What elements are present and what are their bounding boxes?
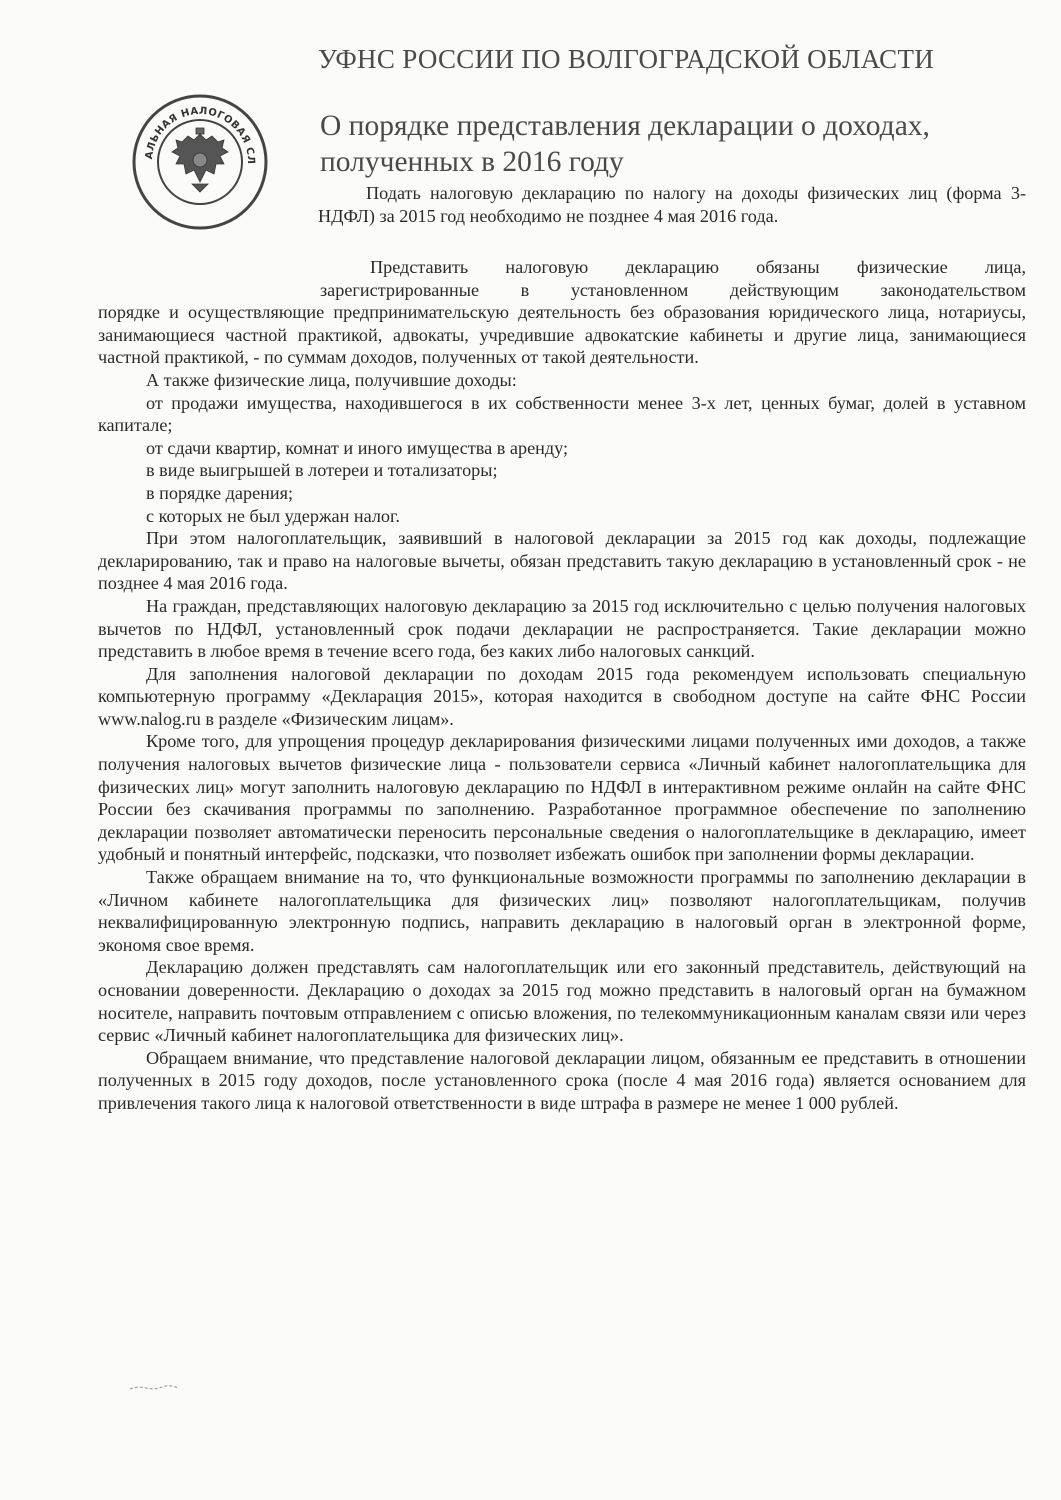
paragraph-penalty: Обращаем внимание, что представление налоговой декларации лицом, обязанным ее представить в отношении полученных в 2015 году доходов, после установленного срока (после 4 мая 2016 года) является основанием для привлечения такого лица к налоговой ответственности в виде штрафа в размере не менее 1 000 рублей. — [98, 1047, 1026, 1113]
document-title — [320, 108, 1020, 180]
income-list-item: в порядке дарения; — [146, 482, 294, 503]
paragraph-deadline: При этом налогоплательщик, заявивший в налоговой декларации за 2015 год как доходы, подлежащие декларированию, так и право на налоговые вычеты, обязан представить такую декларацию в установленный срок - не позднее 4 мая 2016 года. — [98, 528, 1026, 594]
paragraph-online-cabinet: Кроме того, для упрощения процедур декларирования физическими лицами полученных ими доходов, а также получения налоговых вычетов физические лица - пользователи сервиса «Личный кабинет налогоплательщика для физических лиц» могут заполнить налоговую декларацию по НДФЛ в интерактивном режиме онлайн на сайте ФНС России без скачивания программы по заполнению. Разработанное программное обеспечение по заполнению декларации позволяет автоматически переносить персональные сведения о налогоплательщике в декларацию, имеет удобный и понятный интерфейс, подсказки, что позволяет избежать ошибок при заполнении формы декларации. — [98, 731, 1026, 865]
stray-mark — [128, 1380, 188, 1390]
paragraph-electronic-signature: Также обращаем внимание на то, что функциональные возможности программы по заполнению декларации в «Личном кабинете налогоплательщика для физических лиц» позволяют налогоплательщикам, получив неквалифицированную электронную подпись, направить декларацию в налоговый орган в электронной форме, экономя свое время. — [98, 867, 1026, 955]
income-list-item: от продажи имущества, находившегося в их собственности менее 3-х лет, ценных бумаг, долей в уставном капитале; — [98, 392, 1026, 436]
income-list-item: от сдачи квартир, комнат и иного имущества в аренду; — [146, 437, 569, 458]
paragraph1-rest: порядке и осуществляющие предпринимательскую деятельность без образования юридического лица, нотариусы, занимающиеся частной практикой, адвокаты, учредившие адвокатские кабинеты и другие лица, занимающиеся частной практикой, - по суммам доходов, полученных от такой деятельности. — [98, 302, 1026, 368]
paragraph-deductions: На граждан, представляющих налоговую декларацию за 2015 год исключительно с целью получения налоговых вычетов по НДФЛ, установленный срок подачи декларации не распространяется. Такие декларации можно представить в любое время в течение всего года, без каких либо налоговых санкций. — [98, 595, 1026, 662]
income-list-item: с которых не был удержан налог. — [146, 505, 400, 526]
document-title-line2: полученных в 2016 году — [320, 146, 624, 178]
main-content — [98, 256, 1026, 1115]
intro-text: Подать налоговую декларацию по налогу на доходы физических лиц (форма 3-НДФЛ) за 2015 год необходимо не позднее 4 мая 2016 года. — [318, 183, 1026, 226]
intro-paragraph — [318, 182, 1026, 227]
document-title-line1: О порядке представления декларации о доходах, — [320, 110, 930, 142]
paragraph-submission: Декларацию должен представлять сам налогоплательщик или его законный представитель, действующий на основании доверенности. Декларацию о доходах за 2015 год можно представить в налоговый орган на бумажном носителе, направить почтовым отправлением с описью вложения, по телекоммуникационным каналам связи или через сервис «Личный кабинет налогоплательщика для физических лиц». — [98, 957, 1026, 1046]
paragraph1-line1: Представить налоговую декларацию обязаны физические лица, — [370, 257, 1026, 277]
organization-header: УФНС РОССИИ ПО ВОЛГОГРАДСКОЙ ОБЛАСТИ — [318, 44, 935, 74]
paragraph1-line2: зарегистрированные в установленном действующим законодательством — [320, 279, 1026, 300]
fns-emblem-icon — [130, 92, 270, 232]
income-list-item: в виде выигрышей в лотереи и тотализаторы; — [146, 460, 498, 481]
also-intro: А также физические лица, получившие доходы: — [146, 369, 517, 390]
svg-text:ФЕДЕРАЛЬНАЯ НАЛОГОВАЯ СЛУЖБА: АЛЬНАЯ НАЛОГОВАЯ СЛ — [143, 105, 257, 165]
paragraph-program: Для заполнения налоговой декларации по доходам 2015 года рекомендуем использовать специальную компьютерную программу «Декларация 2015», которая находится в свободном доступе на сайте ФНС России www.nalog.ru в разделе «Физическим лицам». — [98, 663, 1026, 729]
